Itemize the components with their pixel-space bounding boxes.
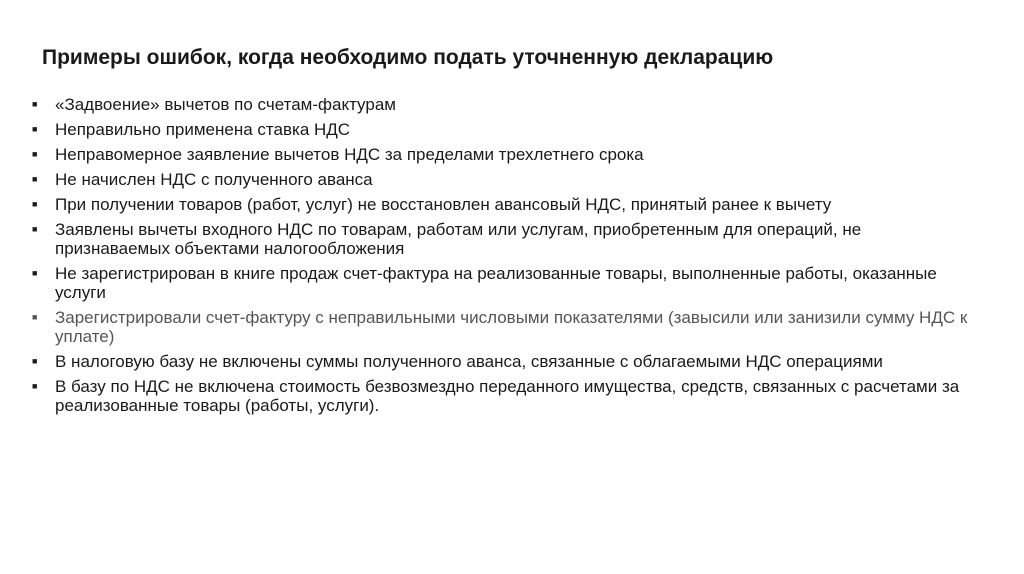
bullet-icon: ■ xyxy=(32,149,38,159)
list-item xyxy=(30,352,980,371)
bullet-icon: ■ xyxy=(32,99,38,109)
bullet-icon: ■ xyxy=(32,124,38,134)
list-item xyxy=(30,120,980,139)
list-item-text: «Задвоение» вычетов по счетам-фактурам xyxy=(55,95,396,114)
list-item-text: Не зарегистрирован в книге продаж счет-фактура на реализованные товары, выполненные работы, оказанные услуги xyxy=(55,264,937,302)
list-item xyxy=(30,95,980,114)
list-item-text: Зарегистрировали счет-фактуру с неправильными числовыми показателями (завысили или занизили сумму НДС к уплате) xyxy=(55,308,968,346)
list-item-text: В базу по НДС не включена стоимость безвозмездно переданного имущества, средств, связанных с расчетами за реализованные товары (работы, услуги). xyxy=(55,377,960,415)
list-item xyxy=(30,145,980,164)
bullet-icon: ■ xyxy=(32,381,38,391)
list-item xyxy=(30,195,980,214)
list-item-text: Неправильно применена ставка НДС xyxy=(55,120,351,139)
bullet-icon: ■ xyxy=(32,312,38,322)
bullet-icon: ■ xyxy=(32,356,38,366)
bullet-icon: ■ xyxy=(32,199,38,209)
list-item-text: Неправомерное заявление вычетов НДС за пределами трехлетнего срока xyxy=(55,145,644,164)
bullet-list xyxy=(30,95,980,421)
list-item-text: Не начислен НДС с полученного аванса xyxy=(55,170,373,189)
bullet-icon: ■ xyxy=(32,174,38,184)
list-item xyxy=(30,264,980,302)
slide-title: Примеры ошибок, когда необходимо подать уточненную декларацию xyxy=(42,46,774,69)
list-item xyxy=(30,377,980,415)
list-item xyxy=(30,170,980,189)
list-item xyxy=(30,220,980,258)
bullet-icon: ■ xyxy=(32,268,38,278)
list-item-text: Заявлены вычеты входного НДС по товарам, работам или услугам, приобретенным для операций, не признаваемых объектами налогообложения xyxy=(55,220,862,258)
list-item xyxy=(30,308,980,346)
list-item-text: При получении товаров (работ, услуг) не восстановлен авансовый НДС, принятый ранее к вычету xyxy=(55,195,832,214)
list-item-text: В налоговую базу не включены суммы полученного аванса, связанные с облагаемыми НДС операциями xyxy=(55,352,883,371)
bullet-icon: ■ xyxy=(32,224,38,234)
